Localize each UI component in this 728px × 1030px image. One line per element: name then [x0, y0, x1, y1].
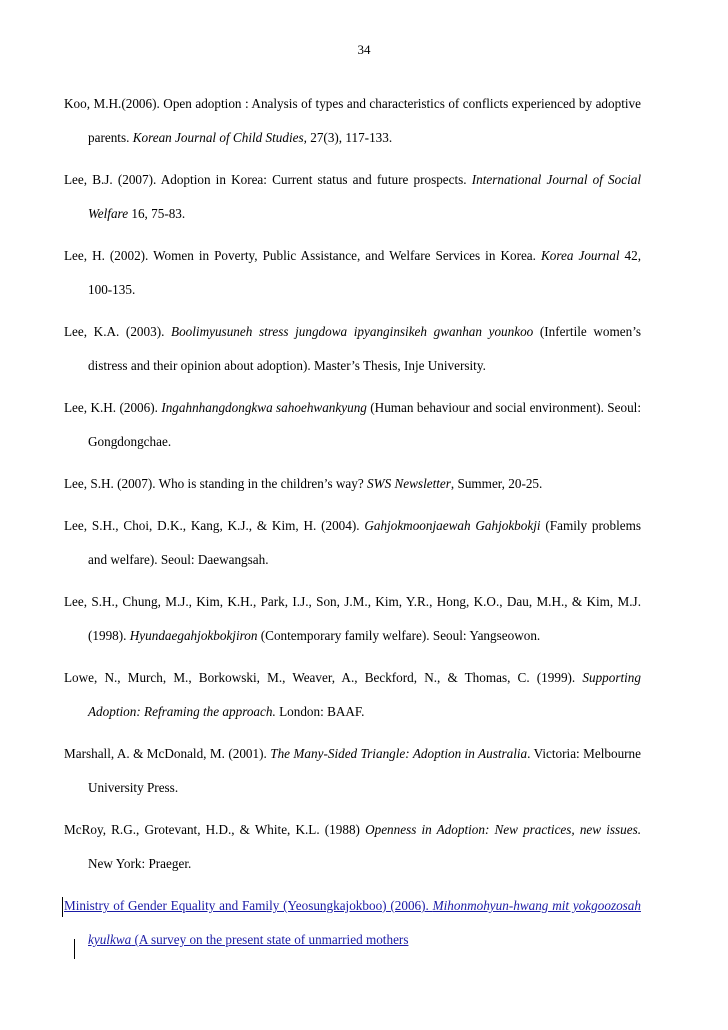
reference-entry: [64, 661, 641, 729]
ref-text: . Victoria: Melbourne University Press.: [88, 746, 641, 795]
ref-title: Openness in Adoption: New practices, new issues.: [365, 822, 642, 837]
ref-title: Hyundaegahjokbokjiron: [129, 628, 258, 643]
ref-text: Lee, S.H. (2007). Who is standing in the children’s way?: [64, 476, 368, 491]
change-bar: [74, 939, 75, 959]
ref-title: Mihonmohyun-hwang mit yokgoozosah kyulkwa: [88, 898, 641, 947]
reference-entry: [64, 315, 641, 383]
ref-text: (A survey on the present state of unmarried mothers: [131, 932, 409, 947]
page-number: 34: [357, 42, 371, 57]
ref-text: Marshall, A. & McDonald, M. (2001).: [64, 746, 271, 761]
ref-text: Lee, B.J. (2007). Adoption in Korea: Current status and future prospects.: [64, 172, 472, 187]
reference-entry: [64, 585, 641, 653]
ref-text: Lowe, N., Murch, M., Borkowski, M., Weaver, A., Beckford, N., & Thomas, C. (1999).: [64, 670, 583, 685]
ref-text: 16, 75-83.: [128, 206, 186, 221]
ref-text: (Contemporary family welfare). Seoul: Yangseowon.: [257, 628, 541, 643]
reference-entry: [64, 467, 641, 501]
tracked-change-reference-entry: [64, 889, 641, 957]
change-bar: [62, 897, 63, 917]
ref-text: (Human behaviour and social environment). Seoul: Gongdongchae.: [88, 400, 641, 449]
ref-title: SWS Newsletter: [367, 476, 451, 491]
ref-title: Ingahnhangdongkwa sahoehwankyung: [161, 400, 367, 415]
ref-text: (Family problems and welfare). Seoul: Daewangsah.: [88, 518, 641, 567]
reference-entry: [64, 813, 641, 881]
reference-entry: [64, 87, 641, 155]
ref-text: Lee, K.A. (2003).: [64, 324, 172, 339]
ref-text: London: BAAF.: [275, 704, 365, 719]
reference-entry: [64, 239, 641, 307]
ref-title: The Many-Sided Triangle: Adoption in Australia: [270, 746, 528, 761]
reference-entry: [64, 509, 641, 577]
ref-text: , Summer, 20-25.: [450, 476, 543, 491]
ref-text: New York: Praeger.: [88, 856, 192, 871]
reference-entry: [64, 391, 641, 459]
ref-text: 42, 100-135.: [88, 248, 641, 297]
ref-title: Korean Journal of Child Studies: [132, 130, 304, 145]
reference-entry: [64, 737, 641, 805]
ref-title: International Journal of Social Welfare: [88, 172, 641, 221]
ref-title: Gahjokmoonjaewah Gahjokbokji: [364, 518, 541, 533]
ref-text: Ministry of Gender Equality and Family (Yeosungkajokboo) (2006).: [64, 898, 433, 913]
ref-title: Boolimyusuneh stress jungdowa ipyanginsikeh gwanhan younkoo: [171, 324, 534, 339]
ref-text: , 27(3), 117-133.: [303, 130, 393, 145]
reference-entry: [64, 163, 641, 231]
ref-text: Koo, M.H.(2006). Open adoption : Analysis of types and characteristics of conflicts experienced by adoptive parents.: [64, 96, 641, 145]
ref-text: McRoy, R.G., Grotevant, H.D., & White, K.L. (1988): [64, 822, 366, 837]
ref-text: (Infertile women’s distress and their opinion about adoption). Master’s Thesis, Inje University.: [88, 324, 641, 373]
reference-list: [64, 87, 641, 965]
ref-text: Lee, S.H., Chung, M.J., Kim, K.H., Park, I.J., Son, J.M., Kim, Y.R., Hong, K.O., Dau, M.H., & Kim, M.J.(1998).: [64, 594, 641, 643]
ref-title: Korea Journal: [540, 248, 620, 263]
ref-title: Supporting Adoption: Reframing the approach.: [88, 670, 641, 719]
ref-text: Lee, H. (2002). Women in Poverty, Public Assistance, and Welfare Services in Korea.: [64, 248, 541, 263]
ref-text: Lee, S.H., Choi, D.K., Kang, K.J., & Kim, H. (2004).: [64, 518, 365, 533]
ref-text: Lee, K.H. (2006).: [64, 400, 162, 415]
